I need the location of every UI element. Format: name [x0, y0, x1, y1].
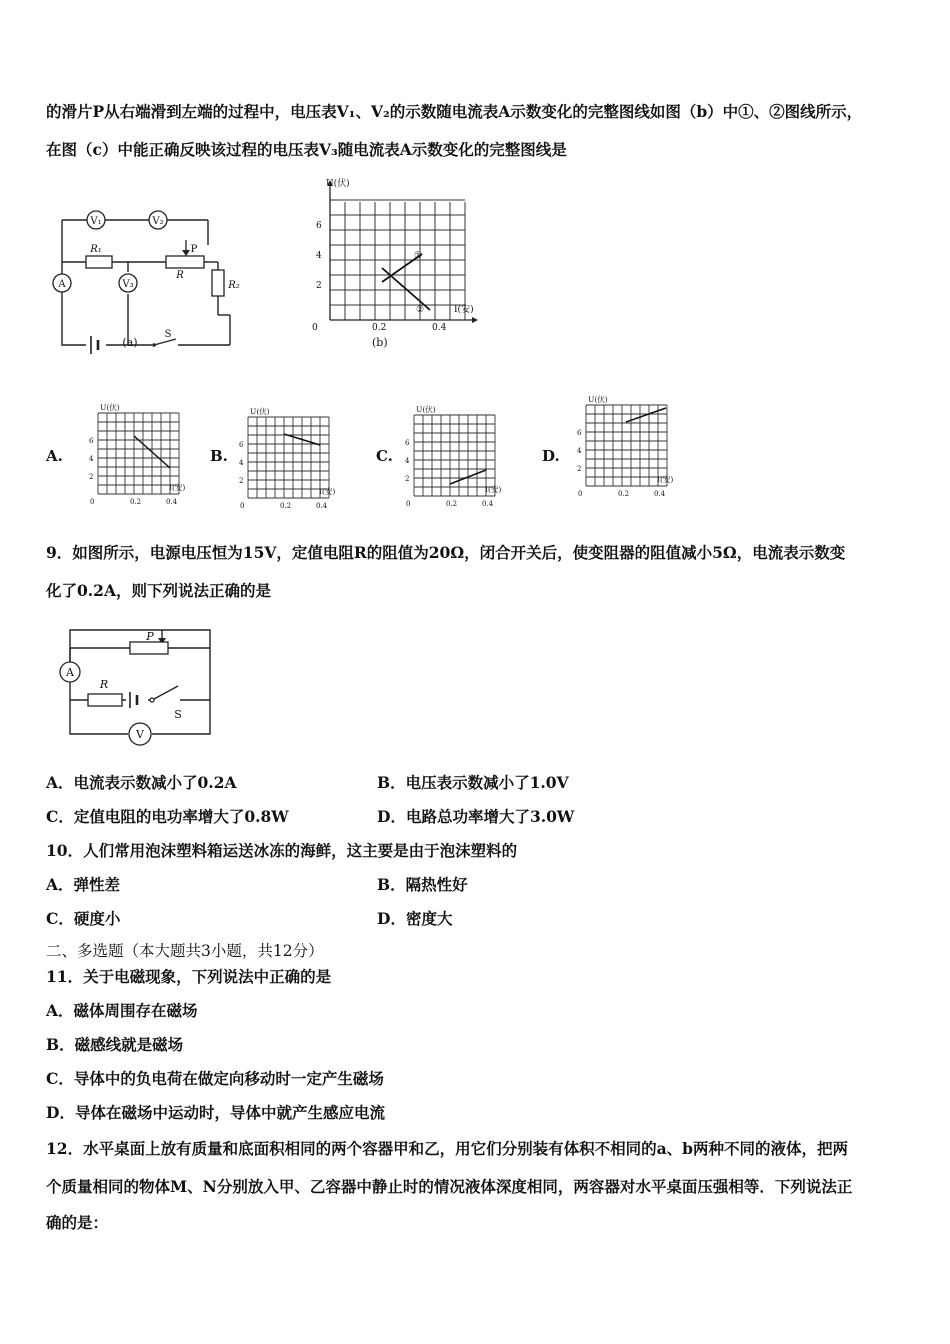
- label-s: S: [164, 329, 172, 340]
- choice-d-letter[interactable]: D.: [542, 447, 560, 465]
- choice-c-grid: [414, 415, 495, 496]
- choice-b-graph[interactable]: [236, 392, 356, 516]
- q10-option-b[interactable]: B．隔热性好: [377, 875, 468, 894]
- q12-stem-line3: 确的是：: [46, 1213, 109, 1232]
- label-r: R: [99, 678, 109, 691]
- label-p: P: [190, 244, 198, 255]
- choice-xlabel: I(安): [657, 475, 674, 484]
- q9-option-c[interactable]: C．定值电阻的电功率增大了0.8W: [46, 807, 289, 826]
- choice-xtick: 0.4: [482, 500, 494, 508]
- q9-option-d[interactable]: D．电路总功率增大了3.0W: [377, 807, 575, 826]
- choice-xtick: 0.2: [130, 498, 142, 506]
- choice-xlabel: I(安): [485, 485, 502, 494]
- graph-b-ytick: 6: [316, 221, 322, 231]
- label-r2: R₂: [228, 280, 240, 291]
- graph-b-label-1: ①: [414, 251, 423, 261]
- label-v: V: [136, 728, 144, 741]
- q10-option-a[interactable]: A．弹性差: [46, 875, 121, 894]
- graph-b-ytick: 2: [316, 281, 322, 291]
- label-v3: V₃: [122, 279, 134, 290]
- choice-ylabel: U(伏): [416, 405, 436, 414]
- graph-b-grid: [330, 200, 465, 320]
- label-a: A: [58, 279, 66, 290]
- choice-d-grid: [586, 405, 667, 486]
- choice-ytick: 6: [239, 441, 244, 449]
- choice-ytick: 4: [405, 457, 410, 465]
- choice-c-letter[interactable]: C.: [376, 447, 393, 465]
- choice-ytick: 2: [89, 473, 94, 481]
- q9-stem-line1: 9．如图所示，电源电压恒为15V，定值电阻R的阻值为20Ω，闭合开关后，使变阻器的阻值减小5Ω，电流表示数变: [46, 543, 846, 562]
- choice-ytick: 2: [239, 477, 244, 485]
- choice-ylabel: U(伏): [588, 395, 608, 404]
- choice-b-letter[interactable]: B.: [210, 447, 228, 465]
- q12-stem-line2: 个质量相同的物体M、N分别放入甲、乙容器中静止时的情况液体深度相同，两容器对水平桌面压强相等．下列说法正: [46, 1177, 853, 1196]
- graph-b-ylabel: U(伏): [326, 179, 350, 189]
- q9-option-b[interactable]: B．电压表示数减小了1.0V: [377, 773, 569, 792]
- choice-ytick: 6: [405, 439, 410, 447]
- choice-b-grid: [248, 417, 329, 498]
- circuit-diagram-a: [40, 190, 250, 355]
- graph-b-ytick: 4: [316, 251, 322, 261]
- label-a: A: [66, 666, 74, 679]
- resistor-r: [88, 694, 122, 706]
- q8-stem-line2: 在图（c）中能正确反映该过程的电压表V₃随电流表A示数变化的完整图线是: [46, 140, 567, 159]
- graph-b-line-2: [382, 268, 430, 310]
- choice-ylabel: U(伏): [100, 403, 120, 412]
- choice-ytick: 2: [577, 465, 582, 473]
- choice-ylabel: U(伏): [250, 407, 270, 416]
- choice-xtick: 0: [406, 500, 411, 508]
- rheostat-p: [130, 642, 168, 654]
- choice-d-graph[interactable]: [566, 380, 706, 510]
- graph-b: [300, 172, 490, 352]
- q9-option-a[interactable]: A．电流表示数减小了0.2A: [46, 773, 237, 792]
- choice-xtick: 0.4: [166, 498, 178, 506]
- label-s: S: [174, 708, 182, 721]
- choice-xtick: 0.2: [280, 502, 292, 510]
- choice-xtick: 0.2: [446, 500, 458, 508]
- choice-ytick: 4: [89, 455, 94, 463]
- choice-a-grid: [98, 413, 179, 494]
- q12-stem-line1: 12．水平桌面上放有质量和底面积相同的两个容器甲和乙，用它们分别装有体积不相同的a、b两种不同的液体，把两: [46, 1139, 848, 1158]
- q9-stem-line2: 化了0.2A，则下列说法正确的是: [46, 581, 271, 600]
- section-title: 二、多选题（本大题共3小题，共12分）: [46, 942, 324, 960]
- label-r: R: [176, 270, 184, 281]
- resistor-r2: [212, 270, 224, 296]
- choice-ytick: 6: [89, 437, 94, 445]
- graph-b-xtick: 0: [312, 323, 318, 333]
- choice-c-graph[interactable]: [402, 390, 522, 514]
- choice-xtick: 0.2: [618, 490, 630, 498]
- graph-b-xtick: 0.4: [432, 323, 447, 333]
- rheostat-r: [166, 256, 204, 268]
- q11-option-a[interactable]: A．磁体周围存在磁场: [46, 1001, 198, 1020]
- q8-stem-line1: 的滑片P从右端滑到左端的过程中，电压表V₁、V₂的示数随电流表A示数变化的完整图线如图（b）中①、②图线所示，: [46, 102, 863, 121]
- q11-stem: 11．关于电磁现象，下列说法中正确的是: [46, 967, 332, 986]
- choice-xtick: 0: [578, 490, 583, 498]
- choice-xtick: 0.4: [316, 502, 328, 510]
- choice-ytick: 4: [239, 459, 244, 467]
- choice-ytick: 4: [577, 447, 582, 455]
- label-v2: V₂: [152, 216, 164, 227]
- choice-xlabel: I(安): [319, 487, 336, 496]
- graph-b-xlabel: I(安): [454, 305, 474, 315]
- q10-option-d[interactable]: D．密度大: [377, 909, 453, 928]
- q11-option-d[interactable]: D．导体在磁场中运动时，导体中就产生感应电流: [46, 1103, 385, 1122]
- q11-option-b[interactable]: B．磁感线就是磁场: [46, 1035, 184, 1054]
- caption-a: (a): [122, 336, 138, 349]
- q10-stem: 10．人们常用泡沫塑料箱运送冰冻的海鲜，这主要是由于泡沫塑料的: [46, 841, 518, 860]
- choice-xtick: 0: [240, 502, 245, 510]
- graph-b-xtick: 0.2: [372, 323, 387, 333]
- graph-b-label-2: ②: [416, 305, 425, 315]
- choice-ytick: 6: [577, 429, 582, 437]
- resistor-r1: [86, 256, 112, 268]
- q11-option-c[interactable]: C．导体中的负电荷在做定向移动时一定产生磁场: [46, 1069, 384, 1088]
- choice-a-letter[interactable]: A.: [46, 447, 63, 465]
- choice-ytick: 2: [405, 475, 410, 483]
- choice-xtick: 0: [90, 498, 95, 506]
- circuit-diagram-q9: [50, 622, 220, 748]
- q10-option-c[interactable]: C．硬度小: [46, 909, 121, 928]
- label-v1: V₁: [90, 216, 102, 227]
- choice-xlabel: I(安): [169, 483, 186, 492]
- label-p: P: [146, 630, 154, 643]
- choice-d-line: [626, 408, 666, 422]
- label-r1: R₁: [90, 244, 102, 255]
- choice-xtick: 0.4: [654, 490, 666, 498]
- caption-b: (b): [372, 336, 388, 349]
- choice-a-graph[interactable]: [86, 388, 206, 512]
